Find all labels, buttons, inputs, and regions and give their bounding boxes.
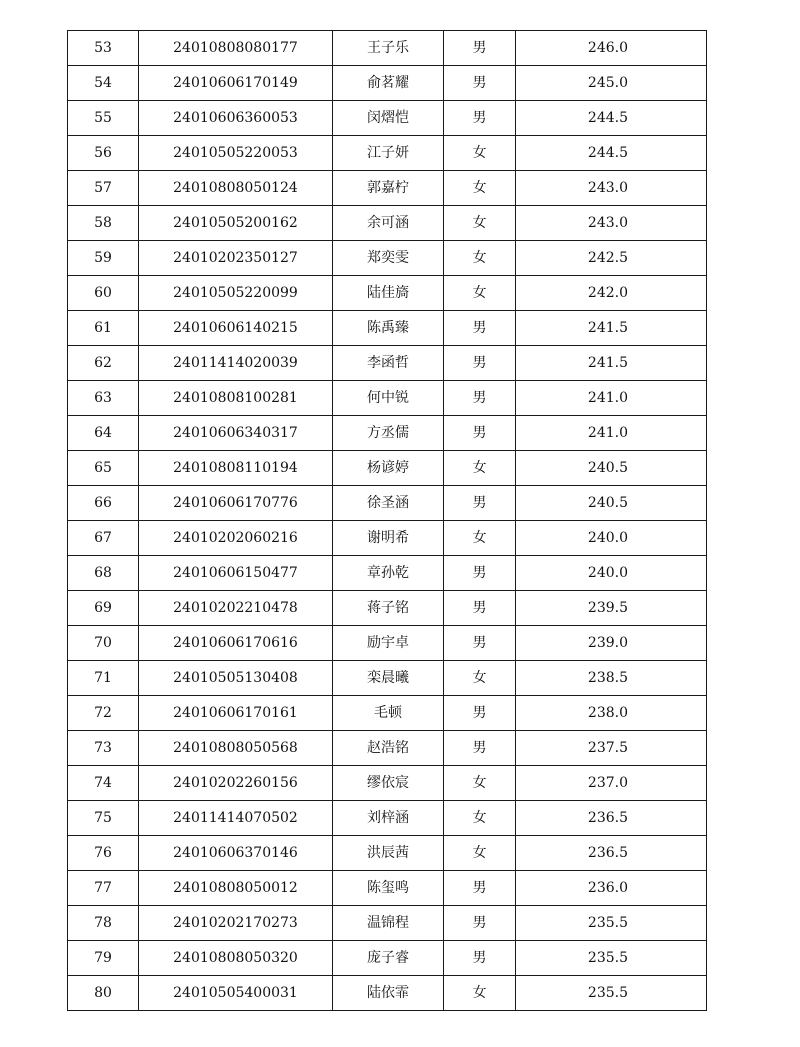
score-cell: 241.0 <box>516 381 707 416</box>
rank-cell: 72 <box>68 696 139 731</box>
student-name-cell: 洪辰茜 <box>333 836 444 871</box>
table-row <box>68 941 707 976</box>
score-cell: 243.0 <box>516 171 707 206</box>
score-cell: 235.5 <box>516 976 707 1011</box>
candidate-id-cell: 24010202060216 <box>139 521 333 556</box>
table-row <box>68 136 707 171</box>
gender-cell: 男 <box>444 626 516 661</box>
rank-cell: 64 <box>68 416 139 451</box>
table-row <box>68 731 707 766</box>
score-cell: 240.5 <box>516 451 707 486</box>
student-name-cell: 江子妍 <box>333 136 444 171</box>
candidate-id-cell: 24010606170161 <box>139 696 333 731</box>
gender-cell: 男 <box>444 591 516 626</box>
table-row <box>68 661 707 696</box>
rank-cell: 73 <box>68 731 139 766</box>
table-row <box>68 101 707 136</box>
gender-cell: 男 <box>444 696 516 731</box>
score-cell: 241.5 <box>516 311 707 346</box>
gender-cell: 女 <box>444 206 516 241</box>
student-name-cell: 庞子睿 <box>333 941 444 976</box>
gender-cell: 男 <box>444 66 516 101</box>
gender-cell: 女 <box>444 451 516 486</box>
student-name-cell: 蒋子铭 <box>333 591 444 626</box>
score-cell: 237.5 <box>516 731 707 766</box>
rank-cell: 68 <box>68 556 139 591</box>
student-name-cell: 章孙乾 <box>333 556 444 591</box>
table-row <box>68 171 707 206</box>
gender-cell: 女 <box>444 976 516 1011</box>
student-name-cell: 陆依霏 <box>333 976 444 1011</box>
gender-cell: 男 <box>444 416 516 451</box>
score-cell: 240.5 <box>516 486 707 521</box>
score-cell: 236.5 <box>516 836 707 871</box>
student-name-cell: 徐圣涵 <box>333 486 444 521</box>
candidate-id-cell: 24011414020039 <box>139 346 333 381</box>
gender-cell: 女 <box>444 836 516 871</box>
rank-cell: 57 <box>68 171 139 206</box>
candidate-id-cell: 24010202260156 <box>139 766 333 801</box>
table-row <box>68 416 707 451</box>
rank-cell: 60 <box>68 276 139 311</box>
candidate-id-cell: 24010606140215 <box>139 311 333 346</box>
score-cell: 242.5 <box>516 241 707 276</box>
score-table-body <box>68 31 707 1011</box>
score-cell: 235.5 <box>516 906 707 941</box>
rank-cell: 59 <box>68 241 139 276</box>
rank-cell: 78 <box>68 906 139 941</box>
rank-cell: 63 <box>68 381 139 416</box>
gender-cell: 女 <box>444 171 516 206</box>
score-cell: 236.5 <box>516 801 707 836</box>
rank-cell: 79 <box>68 941 139 976</box>
rank-cell: 65 <box>68 451 139 486</box>
student-name-cell: 赵浩铭 <box>333 731 444 766</box>
gender-cell: 男 <box>444 906 516 941</box>
rank-cell: 80 <box>68 976 139 1011</box>
candidate-id-cell: 24010808110194 <box>139 451 333 486</box>
score-cell: 244.5 <box>516 136 707 171</box>
student-name-cell: 温锦程 <box>333 906 444 941</box>
table-row <box>68 311 707 346</box>
rank-cell: 58 <box>68 206 139 241</box>
rank-cell: 71 <box>68 661 139 696</box>
gender-cell: 女 <box>444 766 516 801</box>
table-row <box>68 766 707 801</box>
score-cell: 243.0 <box>516 206 707 241</box>
student-name-cell: 何中锐 <box>333 381 444 416</box>
student-name-cell: 杨谚婷 <box>333 451 444 486</box>
candidate-id-cell: 24010808100281 <box>139 381 333 416</box>
candidate-id-cell: 24010606170149 <box>139 66 333 101</box>
rank-cell: 70 <box>68 626 139 661</box>
score-cell: 246.0 <box>516 31 707 66</box>
candidate-id-cell: 24010202210478 <box>139 591 333 626</box>
candidate-id-cell: 24010505200162 <box>139 206 333 241</box>
rank-cell: 76 <box>68 836 139 871</box>
gender-cell: 男 <box>444 731 516 766</box>
student-name-cell: 刘梓涵 <box>333 801 444 836</box>
table-row <box>68 276 707 311</box>
candidate-id-cell: 24010808080177 <box>139 31 333 66</box>
gender-cell: 男 <box>444 31 516 66</box>
table-row <box>68 346 707 381</box>
rank-cell: 69 <box>68 591 139 626</box>
student-name-cell: 毛顿 <box>333 696 444 731</box>
student-name-cell: 郭嘉柠 <box>333 171 444 206</box>
table-row <box>68 626 707 661</box>
gender-cell: 女 <box>444 661 516 696</box>
gender-cell: 男 <box>444 871 516 906</box>
gender-cell: 男 <box>444 346 516 381</box>
candidate-id-cell: 24010505400031 <box>139 976 333 1011</box>
table-row <box>68 66 707 101</box>
gender-cell: 男 <box>444 311 516 346</box>
score-cell: 244.5 <box>516 101 707 136</box>
gender-cell: 男 <box>444 101 516 136</box>
student-name-cell: 闵熠恺 <box>333 101 444 136</box>
candidate-id-cell: 24010606150477 <box>139 556 333 591</box>
student-name-cell: 缪依宸 <box>333 766 444 801</box>
score-cell: 240.0 <box>516 556 707 591</box>
candidate-id-cell: 24010202350127 <box>139 241 333 276</box>
table-row <box>68 976 707 1011</box>
student-name-cell: 陈玺鸣 <box>333 871 444 906</box>
gender-cell: 男 <box>444 381 516 416</box>
score-cell: 236.0 <box>516 871 707 906</box>
gender-cell: 男 <box>444 556 516 591</box>
table-row <box>68 871 707 906</box>
candidate-id-cell: 24010808050568 <box>139 731 333 766</box>
candidate-id-cell: 24010808050320 <box>139 941 333 976</box>
student-name-cell: 方丞儒 <box>333 416 444 451</box>
table-row <box>68 521 707 556</box>
candidate-id-cell: 24010808050012 <box>139 871 333 906</box>
candidate-id-cell: 24010606340317 <box>139 416 333 451</box>
rank-cell: 55 <box>68 101 139 136</box>
candidate-id-cell: 24010606370146 <box>139 836 333 871</box>
student-name-cell: 李函哲 <box>333 346 444 381</box>
score-cell: 245.0 <box>516 66 707 101</box>
score-cell: 239.0 <box>516 626 707 661</box>
candidate-id-cell: 24010606170616 <box>139 626 333 661</box>
candidate-id-cell: 24010202170273 <box>139 906 333 941</box>
score-cell: 239.5 <box>516 591 707 626</box>
score-cell: 238.5 <box>516 661 707 696</box>
candidate-id-cell: 24010808050124 <box>139 171 333 206</box>
table-row <box>68 556 707 591</box>
student-name-cell: 栾晨曦 <box>333 661 444 696</box>
score-cell: 235.5 <box>516 941 707 976</box>
table-row <box>68 836 707 871</box>
score-cell: 237.0 <box>516 766 707 801</box>
rank-cell: 67 <box>68 521 139 556</box>
score-cell: 242.0 <box>516 276 707 311</box>
student-name-cell: 余可涵 <box>333 206 444 241</box>
gender-cell: 男 <box>444 941 516 976</box>
student-name-cell: 郑奕雯 <box>333 241 444 276</box>
gender-cell: 男 <box>444 486 516 521</box>
rank-cell: 74 <box>68 766 139 801</box>
rank-cell: 75 <box>68 801 139 836</box>
rank-cell: 77 <box>68 871 139 906</box>
rank-cell: 61 <box>68 311 139 346</box>
student-name-cell: 陆佳旖 <box>333 276 444 311</box>
rank-cell: 66 <box>68 486 139 521</box>
table-row <box>68 31 707 66</box>
gender-cell: 女 <box>444 276 516 311</box>
table-row <box>68 591 707 626</box>
score-cell: 240.0 <box>516 521 707 556</box>
score-cell: 238.0 <box>516 696 707 731</box>
student-name-cell: 谢明希 <box>333 521 444 556</box>
gender-cell: 女 <box>444 136 516 171</box>
table-row <box>68 241 707 276</box>
gender-cell: 女 <box>444 521 516 556</box>
candidate-id-cell: 24010606360053 <box>139 101 333 136</box>
candidate-id-cell: 24010606170776 <box>139 486 333 521</box>
score-table <box>67 30 707 1011</box>
gender-cell: 女 <box>444 801 516 836</box>
table-row <box>68 906 707 941</box>
student-name-cell: 励宇卓 <box>333 626 444 661</box>
table-row <box>68 381 707 416</box>
rank-cell: 53 <box>68 31 139 66</box>
candidate-id-cell: 24010505220099 <box>139 276 333 311</box>
rank-cell: 54 <box>68 66 139 101</box>
score-cell: 241.0 <box>516 416 707 451</box>
table-row <box>68 451 707 486</box>
table-row <box>68 486 707 521</box>
student-name-cell: 俞茗耀 <box>333 66 444 101</box>
table-row <box>68 206 707 241</box>
student-name-cell: 陈禹臻 <box>333 311 444 346</box>
candidate-id-cell: 24010505130408 <box>139 661 333 696</box>
rank-cell: 62 <box>68 346 139 381</box>
gender-cell: 女 <box>444 241 516 276</box>
score-cell: 241.5 <box>516 346 707 381</box>
student-name-cell: 王子乐 <box>333 31 444 66</box>
candidate-id-cell: 24010505220053 <box>139 136 333 171</box>
table-row <box>68 696 707 731</box>
candidate-id-cell: 24011414070502 <box>139 801 333 836</box>
table-row <box>68 801 707 836</box>
rank-cell: 56 <box>68 136 139 171</box>
